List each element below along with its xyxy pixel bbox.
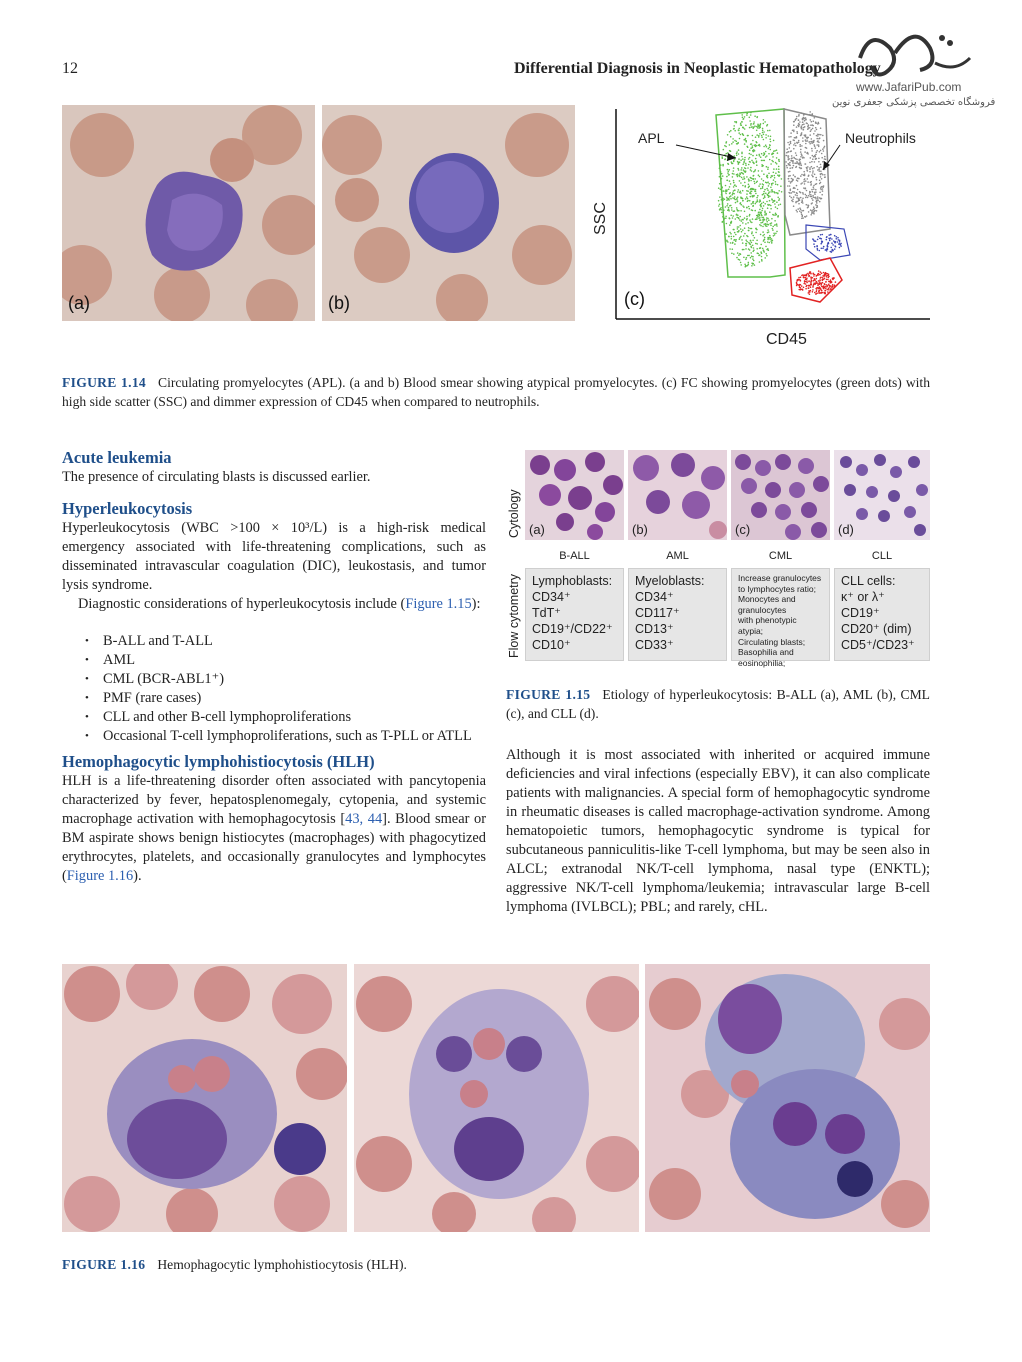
flow-box-b-all: Lymphoblasts: CD34⁺ TdT⁺ CD19⁺/CD22⁺ CD10⁺ bbox=[525, 568, 624, 661]
neutrophils-label: Neutrophils bbox=[845, 130, 916, 146]
page-number: 12 bbox=[62, 60, 78, 77]
cd45-axis-label: CD45 bbox=[766, 331, 807, 348]
figure-1-14-caption-text: Circulating promyelocytes (APL). (a and b) Blood smear showing atypical promyelocytes. (c) FC showing promyelocytes (green dots) with high side scatter (SSC) and dimmer expression of CD45 when compared to neutrophils. bbox=[62, 375, 930, 409]
panel-letter: (d) bbox=[838, 522, 854, 537]
list-item: • Occasional T-cell lymphoproliferations, such as T-PLL or ATLL bbox=[62, 727, 486, 746]
hlh-photo-2 bbox=[354, 964, 639, 1232]
right-column-paragraph: Although it is most associated with inherited or acquired immune deficiencies and viral infections (especially EBV), it can also complicate patients with malignancies. A special form of hemophagocytic syndrome in rheumatic diseases is called macrophage-activation syndrome. Among hematopoietic tumors, hemophagocytic syndrome is typical for subcutaneous panniculitis-like T-cell lymphoma, but may be seen also in ALCL; extranodal NK/T-cell lymphoma, nasal type (ENKTL); aggressive NK/T-cell lymphoma/leukemia; intravascular large B-cell lymphoma (IVLBCL); PBL; and rarely, cHL. bbox=[506, 747, 930, 915]
panel-name-cml: CML bbox=[768, 550, 793, 562]
panel-letter: (a) bbox=[529, 522, 545, 537]
figure-1-14-panel-c-label: (c) bbox=[624, 289, 645, 309]
running-head: Differential Diagnosis in Neoplastic Hematopathology bbox=[514, 60, 881, 77]
figure-1-16-caption-text: Hemophagocytic lymphohistiocytosis (HLH). bbox=[157, 1257, 407, 1272]
panel-letter: (b) bbox=[632, 522, 648, 537]
figure-1-15-caption-text: Etiology of hyperleukocytosis: B-ALL (a), AML (b), CML (c), and CLL (d). bbox=[506, 687, 930, 721]
figure-1-16-link[interactable]: Figure 1.16 bbox=[66, 868, 134, 884]
list-item: • B-ALL and T-ALL bbox=[62, 632, 486, 651]
panel-name-b-all: B-ALL bbox=[559, 550, 590, 562]
figure-1-16-caption bbox=[62, 1255, 930, 1274]
figure-1-15-label: FIGURE 1.15 bbox=[506, 687, 591, 702]
figure-1-14-panel-b-label: (b) bbox=[328, 293, 350, 313]
blood-smear-photo-a bbox=[62, 105, 315, 321]
hyperleukocytosis-list bbox=[62, 632, 486, 746]
list-item: • CLL and other B-cell lymphoproliferations bbox=[62, 708, 486, 727]
flow-box-cll: CLL cells: κ⁺ or λ⁺ CD19⁺ CD20⁺ (dim) CD5⁺/CD23⁺ bbox=[834, 568, 930, 661]
hyperleukocytosis-paragraph-2: Diagnostic considerations of hyperleukocytosis include (Figure 1.15): bbox=[78, 596, 481, 612]
ssc-axis-label: SSC bbox=[592, 202, 609, 235]
cytology-photo-b-all bbox=[525, 450, 624, 540]
hlh-heading: Hemophagocytic lymphohistiocytosis (HLH) bbox=[62, 752, 375, 771]
blood-smear-photo-b bbox=[322, 105, 575, 321]
watermark-subtitle: فروشگاه تخصصی پزشکی جعفری نوین bbox=[832, 97, 996, 108]
reference-link[interactable]: 43, 44 bbox=[345, 811, 383, 827]
cytology-row-label: Cytology bbox=[507, 489, 521, 538]
hyperleukocytosis-paragraph-1: Hyperleukocytosis (WBC >100 × 10³/L) is a high-risk medical emergency associated with life-threatening complications, such as disseminated intravascular coagulation (DIC), leukostasis, and tumor lysis syndrome. bbox=[62, 520, 486, 593]
acute-leukemia-text: The presence of circulating blasts is discussed earlier. bbox=[62, 469, 371, 485]
cytology-photo-aml bbox=[628, 450, 727, 540]
left-column bbox=[62, 448, 486, 886]
figure-1-14-label: FIGURE 1.14 bbox=[62, 375, 147, 390]
list-item: • PMF (rare cases) bbox=[62, 689, 486, 708]
cytology-photo-cll bbox=[834, 450, 930, 540]
panel-name-aml: AML bbox=[666, 550, 689, 562]
hlh-paragraph: HLH is a life-threatening disorder often associated with pancytopenia characterized by fever, hepatosplenomegaly, cytopenia, and systemic macrophage activation with hemophagocytosis [43, 44]. Blood smear or BM aspirate shows benign histiocytes (macrophages) with phagocytized erythrocytes, platelets, and occasionally granulocytes and lymphocytes (Figure 1.16). bbox=[62, 773, 486, 884]
hlh-photo-3 bbox=[645, 964, 930, 1232]
figure-1-14-caption bbox=[62, 373, 930, 411]
figure-1-16-label: FIGURE 1.16 bbox=[62, 1257, 146, 1272]
panel-letter: (c) bbox=[735, 522, 751, 537]
flow-cytometry-plot bbox=[580, 105, 932, 355]
figure-1-14-panel-a-label: (a) bbox=[68, 293, 90, 313]
list-item: • AML bbox=[62, 651, 486, 670]
hyperleukocytosis-heading: Hyperleukocytosis bbox=[62, 499, 193, 518]
flow-box-cml: Increase granulocytes to lymphocytes ratio; Monocytes and granulocytes with phenotypic atypia; Circulating blasts; Basophilia and eosinophilia; bbox=[731, 568, 830, 661]
flow-box-aml: Myeloblasts: CD34⁺ CD117⁺ CD13⁺ CD33⁺ bbox=[628, 568, 727, 661]
apl-label: APL bbox=[638, 130, 665, 146]
acute-leukemia-heading: Acute leukemia bbox=[62, 448, 172, 467]
panel-name-cll: CLL bbox=[871, 550, 893, 562]
hlh-photo-1 bbox=[62, 964, 347, 1232]
list-item: • CML (BCR-ABL1⁺) bbox=[62, 670, 486, 689]
watermark-url: www.JafariPub.com bbox=[856, 80, 962, 94]
figure-1-15-caption bbox=[506, 685, 930, 723]
flow-cytometry-row-label: Flow cytometry bbox=[507, 573, 521, 658]
figure-1-15-link[interactable]: Figure 1.15 bbox=[405, 596, 472, 612]
figure-1-15 bbox=[505, 450, 930, 668]
cytology-photo-cml bbox=[731, 450, 830, 540]
